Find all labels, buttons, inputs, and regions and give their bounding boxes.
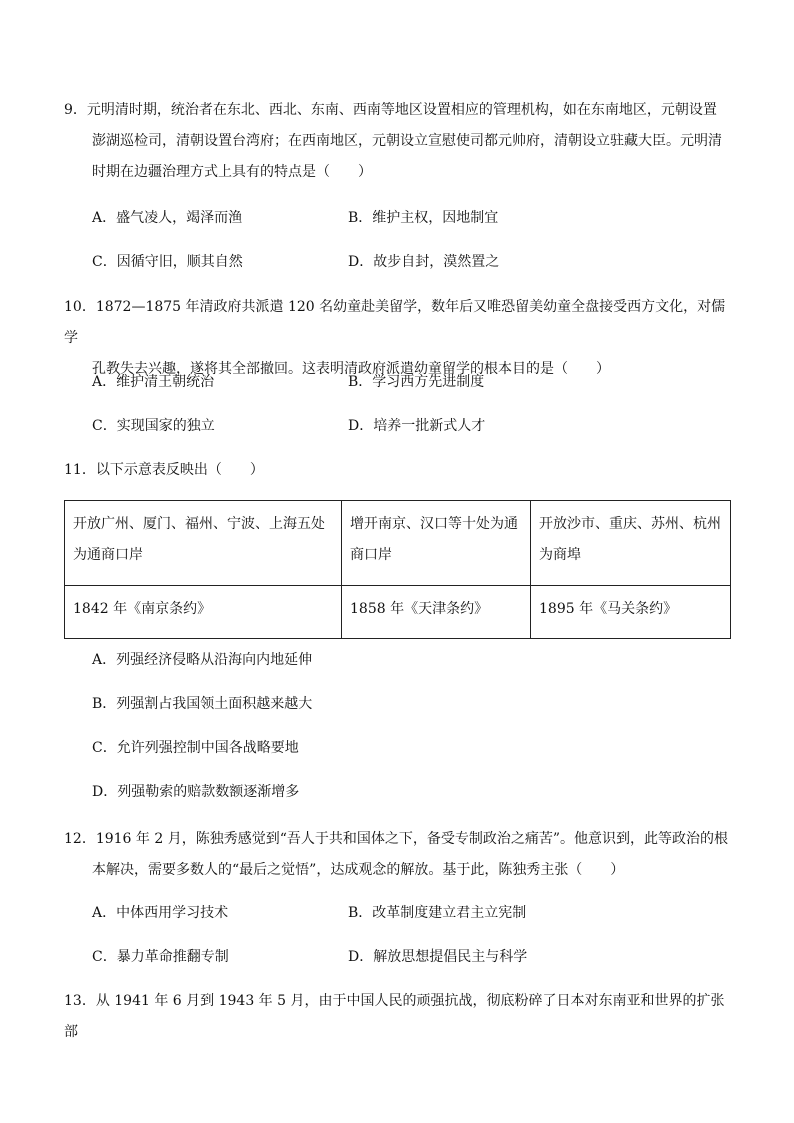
option-a[interactable]: A．盛气凌人，竭泽而渔 xyxy=(92,210,243,226)
question-11-options xyxy=(92,645,732,821)
table-cell: 1858 年《天津条约》 xyxy=(342,586,531,639)
question-stem xyxy=(64,824,734,886)
option-a[interactable]: A．维护清王朝统治 xyxy=(92,374,215,390)
option-b[interactable]: B．改革制度建立君主立宪制 xyxy=(348,905,527,921)
question-11 xyxy=(64,455,734,486)
table-cell: 开放沙市、重庆、苏州、杭州为商埠 xyxy=(531,501,731,586)
question-stem xyxy=(64,95,734,188)
stem-line: 9．元明清时期，统治者在东北、西北、东南、西南等地区设置相应的管理机构，如在东南地区，元朝设置 xyxy=(64,102,717,118)
option-c[interactable]: C．实现国家的独立 xyxy=(92,418,215,434)
stem-line: 12．1916 年 2 月，陈独秀感觉到“吾人于共和国体之下，备受专制政治之痛苦”。他意识到，此等政治的根 xyxy=(64,831,729,847)
option-a[interactable]: A．中体西用学习技术 xyxy=(92,905,229,921)
table-row xyxy=(65,501,731,586)
option-b[interactable]: B．列强割占我国领土面积越来越大 xyxy=(92,696,313,712)
stem-line: 10．1872—1875 年清政府共派遣 120 名幼童赴美留学，数年后又唯恐留美幼童全盘接受西方文化，对儒学 xyxy=(64,299,726,346)
stem-line: 澎湖巡检司，清朝设置台湾府；在西南地区，元朝设立宣慰使司都元帅府，清朝设立驻藏大臣。元明清 xyxy=(92,133,722,149)
option-b[interactable]: B．学习西方先进制度 xyxy=(348,374,485,390)
table-row xyxy=(65,586,731,639)
option-d[interactable]: D．列强勒索的赔款数额逐渐增多 xyxy=(92,784,300,800)
table-cell: 1842 年《南京条约》 xyxy=(65,586,342,639)
option-c[interactable]: C．暴力革命推翻专制 xyxy=(92,949,229,965)
table-cell: 开放广州、厦门、福州、宁波、上海五处为通商口岸 xyxy=(65,501,342,586)
stem-line: 本解决，需要多数人的“最后之觉悟”，达成观念的解放。基于此，陈独秀主张（ ） xyxy=(92,862,625,878)
option-d[interactable]: D．故步自封，漠然置之 xyxy=(348,254,500,270)
stem-line: 孔教失去兴趣，遂将其全部撤回。这表明清政府派遣幼童留学的根本目的是（ ） xyxy=(92,361,610,377)
question-10-options xyxy=(92,367,732,455)
stem-line: 11．以下示意表反映出（ ） xyxy=(64,462,264,478)
option-c[interactable]: C．允许列强控制中国各战略要地 xyxy=(92,740,299,756)
table-cell: 1895 年《马关条约》 xyxy=(531,586,731,639)
option-b[interactable]: B．维护主权，因地制宜 xyxy=(348,210,499,226)
stem-line: 13．从 1941 年 6 月到 1943 年 5 月，由于中国人民的顽强抗战，彻底粉碎了日本对东南亚和世界的扩张部 xyxy=(64,993,725,1040)
question-9-options xyxy=(92,203,732,291)
option-d[interactable]: D．解放思想提倡民主与科学 xyxy=(348,949,528,965)
question-12-options xyxy=(92,898,732,986)
treaty-table xyxy=(64,500,731,639)
question-12 xyxy=(64,824,734,886)
question-9 xyxy=(64,95,734,188)
option-c[interactable]: C．因循守旧，顺其自然 xyxy=(92,254,243,270)
stem-line: 时期在边疆治理方式上具有的特点是（ ） xyxy=(92,164,372,180)
option-a[interactable]: A．列强经济侵略从沿海向内地延伸 xyxy=(92,652,313,668)
table-cell: 增开南京、汉口等十处为通商口岸 xyxy=(342,501,531,586)
question-stem xyxy=(64,455,734,486)
question-stem xyxy=(64,986,734,1048)
option-d[interactable]: D．培养一批新式人才 xyxy=(348,418,486,434)
question-13 xyxy=(64,986,734,1048)
